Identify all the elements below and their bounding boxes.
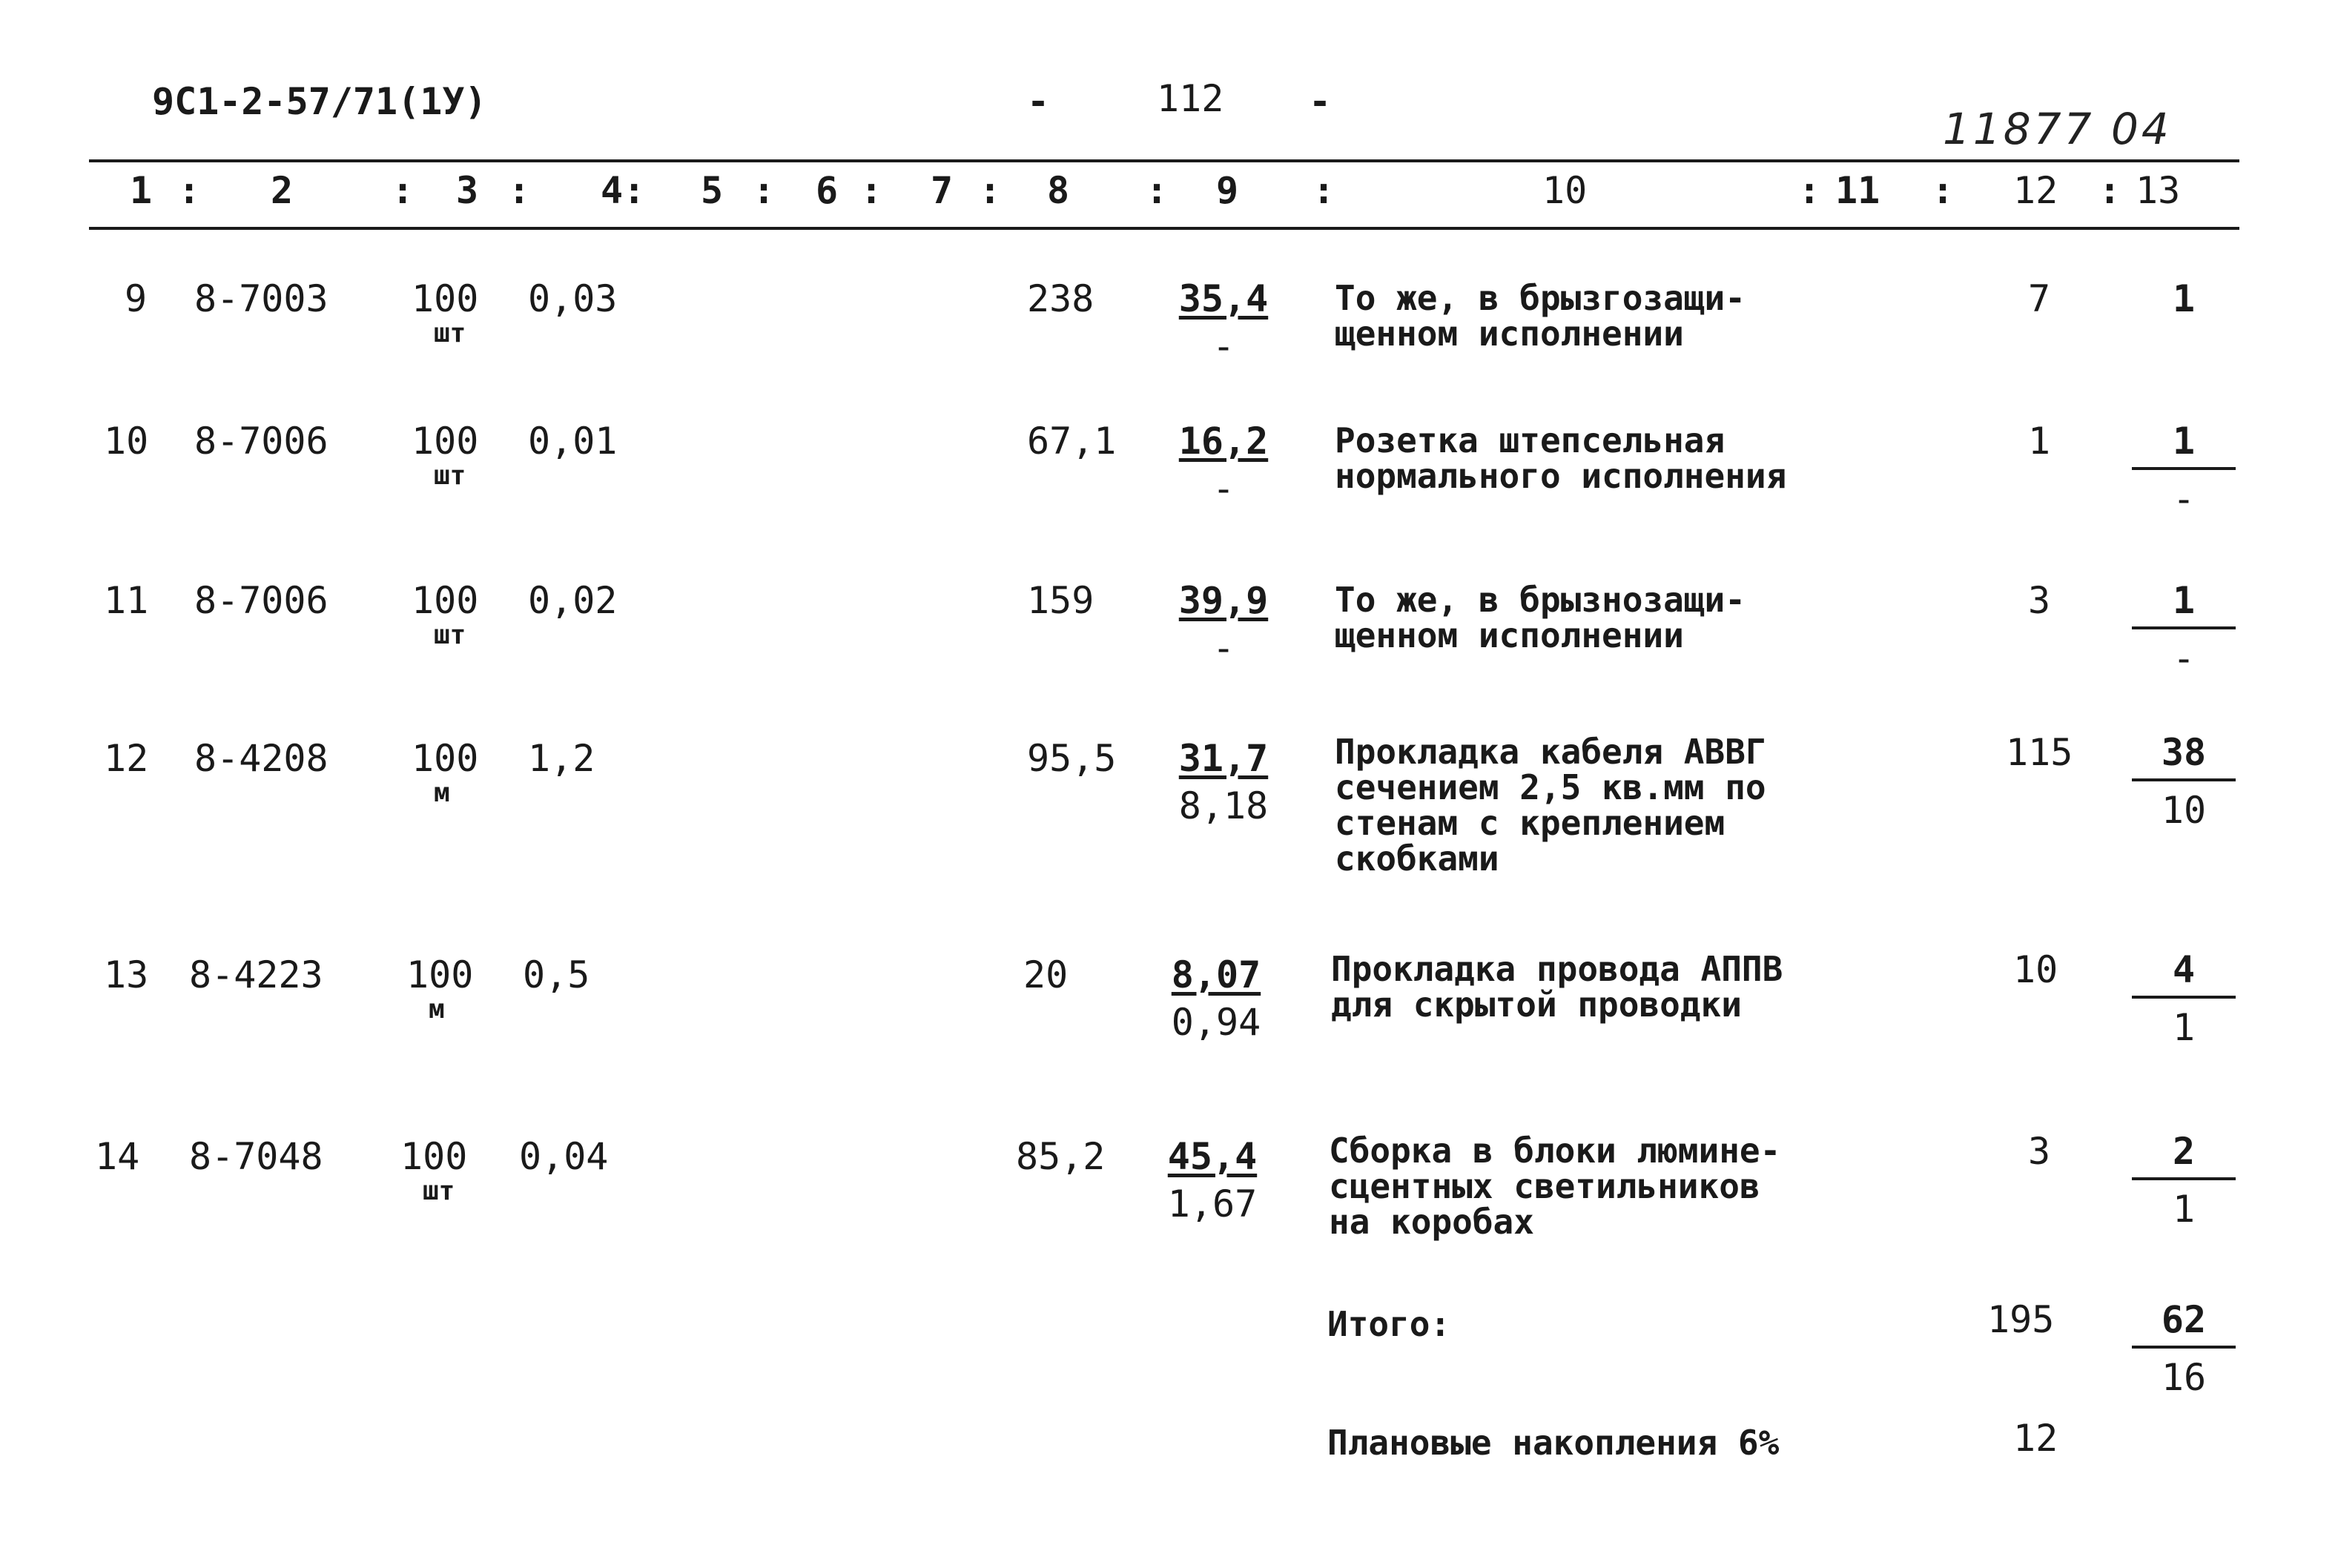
work-description: То же, в брызнозащи- щенном исполнении [1335, 580, 1746, 655]
quantity: 0,01 [528, 420, 618, 463]
machine-wage-value: 0,94 [1171, 1001, 1261, 1044]
rate-code: 8-4208 [194, 737, 328, 780]
labor-machine-value: 1 [2172, 1188, 2196, 1231]
column-separator: : [860, 169, 883, 212]
wage-fraction [1153, 579, 1294, 669]
labor-value: 38 [2161, 731, 2207, 774]
total-sum: 195 [1987, 1298, 2055, 1341]
labor-fraction [2128, 277, 2239, 320]
column-separator: : [979, 169, 1002, 212]
wage-value: 45,4 [1167, 1135, 1258, 1178]
wage-fraction [1153, 277, 1294, 368]
total-cost: 10 [2013, 948, 2058, 991]
fraction-line [2132, 778, 2236, 781]
labor-fraction [2128, 948, 2239, 1049]
column-3-label: 3 [456, 169, 479, 212]
unit-name: м [434, 778, 450, 808]
column-separator: : [508, 169, 531, 212]
row-number: 11 [104, 579, 149, 622]
document-code: 9С1-2-57/71(1У) [152, 80, 487, 123]
fraction-line [2132, 1177, 2236, 1180]
column-7-label: 7 [931, 169, 954, 212]
labor-machine-value: 1 [2172, 1006, 2196, 1049]
work-description: Прокладка кабеля АВВГ сечением 2,5 кв.мм по стенам с креплением скобками [1335, 732, 1766, 879]
machine-wage-value: 8,18 [1178, 784, 1269, 827]
rate-code: 8-7048 [189, 1135, 323, 1178]
work-description: Сборка в блоки люмине- сцентных светильников на коробах [1329, 1131, 1781, 1242]
work-description: Розетка штепсельная нормального исполнения [1335, 420, 1787, 496]
column-separator: : [2098, 169, 2121, 212]
column-5-label: 5 [701, 169, 724, 212]
unit-name: шт [434, 460, 466, 491]
column-12-label: 12 [2013, 169, 2058, 212]
wage-value: 16,2 [1178, 420, 1269, 463]
total-cost: 115 [2006, 731, 2073, 774]
column-separator: : [1798, 169, 1821, 212]
total-labor-fraction [2128, 1298, 2239, 1399]
labor-value: 1 [2172, 420, 2196, 463]
total-cost: 7 [2028, 277, 2051, 320]
machine-wage-value: - [1212, 325, 1235, 368]
handwritten-reference: 11877 04 [1943, 104, 2172, 154]
column-4-label: 4: [601, 169, 646, 212]
page-number-dash-right: - [1309, 80, 1332, 123]
page-number: 112 [1157, 77, 1224, 120]
wage-value: 8,07 [1171, 953, 1261, 996]
quantity: 0,02 [528, 579, 618, 622]
machine-wage-value: 1,67 [1167, 1182, 1258, 1225]
row-number: 14 [95, 1135, 140, 1178]
column-8-label: 8 [1047, 169, 1070, 212]
total-labor-value: 62 [2161, 1298, 2207, 1341]
column-1-label: 1 [130, 169, 153, 212]
unit-name: м [429, 994, 445, 1025]
wage-value: 35,4 [1178, 277, 1269, 320]
column-11-label: 11 [1835, 169, 1880, 212]
column-6-label: 6 [816, 169, 839, 212]
rate-code: 8-7006 [194, 579, 328, 622]
wage-fraction [1146, 953, 1287, 1044]
work-description: Прокладка провода АППВ для скрытой проводки [1331, 949, 1783, 1025]
total-label: Итого: [1327, 1304, 1451, 1344]
unit-price: 85,2 [1016, 1135, 1106, 1178]
fraction-line [2132, 626, 2236, 629]
machine-wage-value: - [1212, 626, 1235, 669]
fraction-line [2132, 467, 2236, 470]
wage-value: 39,9 [1178, 579, 1269, 622]
header-bottom-rule [89, 227, 2239, 230]
unit-quantity: 100 [412, 579, 479, 622]
row-number: 13 [104, 953, 149, 996]
unit-price: 67,1 [1027, 420, 1117, 463]
labor-fraction [2128, 579, 2239, 680]
fraction-line [2132, 996, 2236, 999]
labor-machine-value: - [2172, 477, 2196, 520]
unit-price: 159 [1027, 579, 1094, 622]
labor-machine-value: - [2172, 637, 2196, 680]
unit-name: шт [423, 1176, 455, 1206]
column-10-label: 10 [1542, 169, 1588, 212]
unit-price: 95,5 [1027, 737, 1117, 780]
quantity: 0,03 [528, 277, 618, 320]
quantity: 0,04 [519, 1135, 609, 1178]
rate-code: 8-7003 [194, 277, 328, 320]
labor-fraction [2128, 1130, 2239, 1231]
column-2-label: 2 [271, 169, 294, 212]
quantity: 1,2 [528, 737, 595, 780]
column-separator: : [178, 169, 201, 212]
unit-quantity: 100 [406, 953, 474, 996]
unit-quantity: 100 [412, 737, 479, 780]
rate-code: 8-7006 [194, 420, 328, 463]
labor-fraction [2128, 420, 2239, 520]
header-top-rule [89, 159, 2239, 162]
labor-value: 4 [2172, 948, 2196, 991]
wage-fraction [1153, 737, 1294, 827]
machine-wage-value: - [1212, 467, 1235, 510]
unit-quantity: 100 [412, 277, 479, 320]
labor-value: 2 [2172, 1130, 2196, 1173]
unit-price: 20 [1023, 953, 1069, 996]
wage-value: 31,7 [1178, 737, 1269, 780]
row-number: 10 [104, 420, 149, 463]
column-separator: : [392, 169, 415, 212]
labor-value: 1 [2172, 277, 2196, 320]
fraction-line [2132, 1346, 2236, 1349]
quantity: 0,5 [523, 953, 590, 996]
planned-accumulation-value: 12 [2013, 1417, 2058, 1460]
labor-value: 1 [2172, 579, 2196, 622]
unit-price: 238 [1027, 277, 1094, 320]
unit-quantity: 100 [412, 420, 479, 463]
row-number: 9 [125, 277, 148, 320]
rate-code: 8-4223 [189, 953, 323, 996]
unit-name: шт [434, 318, 466, 348]
total-cost: 1 [2028, 420, 2051, 463]
column-separator: : [1146, 169, 1169, 212]
unit-quantity: 100 [400, 1135, 468, 1178]
planned-accumulation-label: Плановые накопления 6% [1327, 1423, 1780, 1463]
column-separator: : [753, 169, 776, 212]
row-number: 12 [104, 737, 149, 780]
column-13-label: 13 [2136, 169, 2181, 212]
labor-fraction [2128, 731, 2239, 832]
wage-fraction [1142, 1135, 1283, 1225]
total-cost: 3 [2028, 1130, 2051, 1173]
page-number-dash-left: - [1027, 80, 1050, 123]
column-separator: : [1932, 169, 1955, 212]
total-labor-machine-value: 16 [2161, 1356, 2207, 1399]
column-separator: : [1312, 169, 1335, 212]
work-description: То же, в брызгозащи- щенном исполнении [1335, 278, 1746, 354]
wage-fraction [1153, 420, 1294, 510]
column-9-label: 9 [1216, 169, 1239, 212]
total-cost: 3 [2028, 579, 2051, 622]
labor-machine-value: 10 [2161, 789, 2207, 832]
unit-name: шт [434, 620, 466, 650]
